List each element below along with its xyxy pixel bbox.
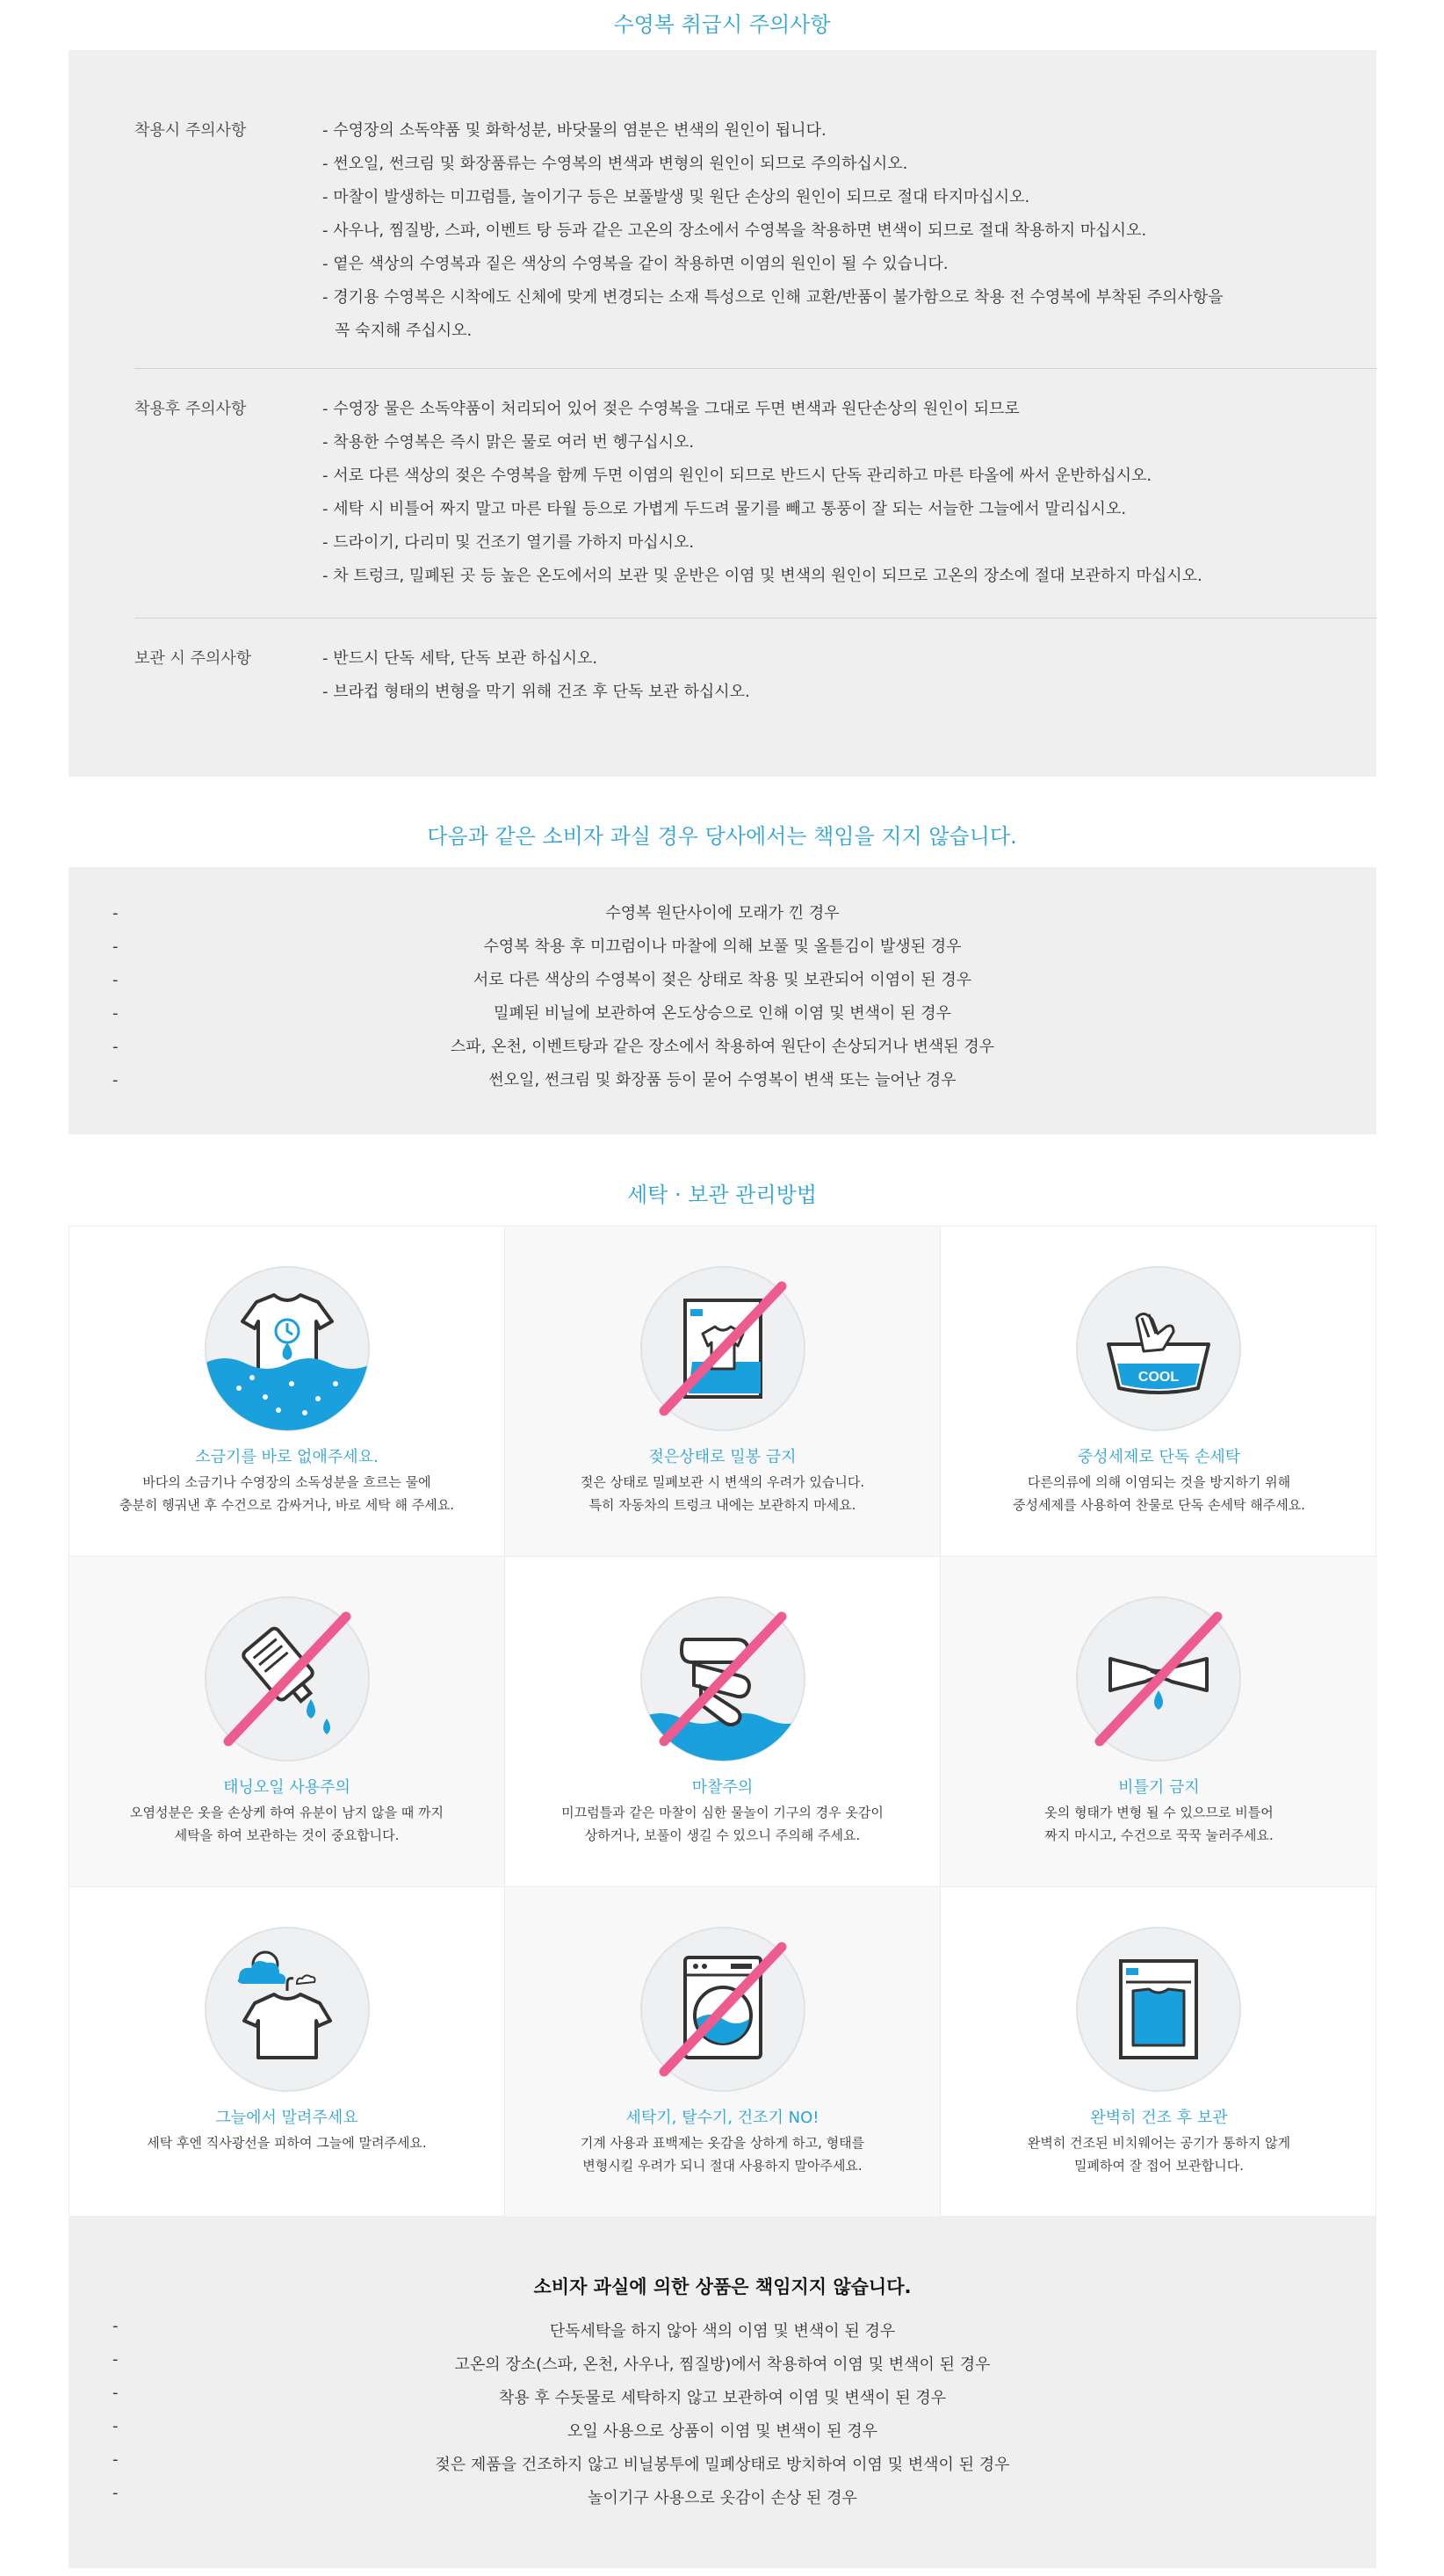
care-tip-desc	[69, 2131, 504, 2154]
divider	[134, 368, 1377, 369]
list-item-text: 수영복 착용 후 미끄럼이나 마찰에 의해 보풀 및 올튿김이 발생된 경우	[483, 937, 962, 956]
list-item-text: 젖은 제품을 건조하지 않고 비닐봉투에 밀폐상태로 방치하여 이염 및 변색이 된 경우	[435, 2456, 1010, 2474]
cool-label: COOL	[1137, 1370, 1180, 1385]
list-item	[69, 2482, 1376, 2515]
dash: -	[112, 2450, 119, 2469]
wring-banned-icon	[1075, 1596, 1242, 1762]
care-tip-title: 태닝오일 사용주의	[223, 1778, 350, 1797]
care-tip-desc-line: 바다의 소금기나 수영장의 소독성분을 흐르는 물에	[142, 1474, 431, 1490]
care-tip-title: 완벽히 건조 후 보관	[1090, 2109, 1228, 2127]
care-tip-desc-line: 밀폐하여 잘 접어 보관합니다.	[1074, 2158, 1244, 2174]
list-item	[69, 2348, 1376, 2382]
washer-dryer-banned-icon	[639, 1926, 806, 2093]
care-line: 꼭 숙지해 주십시오.	[335, 322, 473, 340]
list-item-text: 착용 후 수돗물로 세탁하지 않고 보관하여 이염 및 변색이 된 경우	[498, 2389, 947, 2407]
care-line: - 차 트렁크, 밀폐된 곳 등 높은 온도에서의 보관 및 운반은 이염 및 변색의 원인이 되므로 고온의 장소에 절대 보관하지 마십시오.	[322, 567, 1202, 585]
list-item-text: 스파, 온천, 이벤트탕과 같은 장소에서 착용하여 원단이 손상되거나 변색된 경우	[450, 1038, 995, 1056]
care-tip-card	[505, 1557, 941, 1887]
care-group-label: 보관 시 주의사항	[134, 649, 252, 668]
care-line: - 마찰이 발생하는 미끄럼틀, 놀이기구 등은 보풀발생 및 원단 손상의 원인이 되므로 절대 타지마십시오.	[322, 188, 1030, 206]
care-tip-card	[941, 1226, 1377, 1557]
care-line: - 착용한 수영복은 즉시 맑은 물로 여러 번 헹구십시오.	[322, 433, 695, 452]
list-item-text: 밀폐된 비닐에 보관하여 온도상승으로 인해 이염 및 변색이 된 경우	[494, 1004, 951, 1023]
tanning-oil-banned-icon	[204, 1596, 371, 1762]
care-tip-desc	[941, 1801, 1377, 1847]
list-item	[69, 1031, 1376, 1064]
consumer-fault-list	[69, 2315, 1376, 2515]
care-tip-desc	[505, 2131, 940, 2177]
care-group-label: 착용후 주의사항	[134, 400, 247, 418]
list-item	[69, 930, 1376, 964]
care-lines	[322, 642, 1315, 709]
dash: -	[112, 2317, 119, 2335]
care-group-label: 착용시 주의사항	[134, 121, 247, 140]
care-tip-card	[505, 1887, 941, 2217]
dash: -	[112, 1004, 119, 1023]
care-tip-title: 세탁기, 탈수기, 건조기 NO!	[625, 2109, 819, 2127]
care-line: - 옅은 색상의 수영복과 짙은 색상의 수영복을 같이 착용하면 이염의 원인이 될 수 있습니다.	[322, 255, 949, 273]
care-tip-desc-line: 충분히 헹궈낸 후 수건으로 감싸거나, 바로 세탁 해 주세요.	[119, 1497, 454, 1513]
list-item-text: 단독세탁을 하지 않아 색의 이염 및 변색이 된 경우	[549, 2322, 896, 2341]
dash: -	[112, 2350, 119, 2369]
dash: -	[112, 2417, 119, 2435]
disclaimer-panel	[69, 867, 1376, 1134]
care-lines	[322, 393, 1315, 593]
hand-wash-cool-icon	[1075, 1265, 1242, 1432]
friction-banned-icon	[639, 1596, 806, 1762]
care-line: - 썬오일, 썬크림 및 화장품류는 수영복의 변색과 변형의 원인이 되므로 주의하십시오.	[322, 155, 908, 173]
care-tip-desc-line: 짜지 마시고, 수건으로 꾹꾹 눌러주세요.	[1044, 1827, 1274, 1843]
care-precautions-panel	[69, 50, 1376, 777]
care-tip-title: 비틀기 금지	[1118, 1778, 1200, 1797]
care-lines	[322, 114, 1315, 348]
list-item	[69, 964, 1376, 997]
care-tip-desc-line: 상하거나, 보풀이 생길 수 있으니 주의해 주세요.	[584, 1827, 861, 1843]
dash: -	[112, 937, 119, 956]
washing-section-title: 세탁 · 보관 관리방법	[627, 1183, 817, 1207]
care-tip-title: 그늘에서 말려주세요	[215, 2109, 358, 2127]
care-tip-desc-line: 옷의 형태가 변형 될 수 있으므로 비틀어	[1044, 1805, 1274, 1820]
list-item	[69, 2449, 1376, 2482]
list-item-text: 서로 다른 색상의 수영복이 젖은 상태로 착용 및 보관되어 이염이 된 경우	[473, 971, 972, 989]
care-tip-desc	[505, 1801, 940, 1847]
dash: -	[112, 1071, 119, 1089]
divider	[134, 618, 1377, 619]
dry-storage-icon	[1075, 1926, 1242, 2093]
care-tip-desc-line: 세탁 후엔 직사광선을 피하여 그늘에 말려주세요.	[147, 2135, 427, 2151]
care-tip-desc-line: 기계 사용과 표백제는 옷감을 상하게 하고, 형태를	[580, 2135, 865, 2151]
dash: -	[112, 2384, 119, 2402]
care-tip-desc-line: 중성세제를 사용하여 찬물로 단독 손세탁 해주세요.	[1013, 1497, 1305, 1513]
care-tip-card	[941, 1887, 1377, 2217]
care-tip-desc-line: 다른의류에 의해 이염되는 것을 방지하기 위해	[1027, 1474, 1291, 1490]
care-tip-desc	[941, 1471, 1377, 1516]
care-tip-title: 중성세제로 단독 손세탁	[1077, 1448, 1241, 1466]
care-tip-title: 마찰주의	[691, 1778, 754, 1797]
list-item	[69, 897, 1376, 930]
consumer-fault-title: 소비자 과실에 의한 상품은 책임지지 않습니다.	[533, 2276, 912, 2297]
dash: -	[112, 971, 119, 989]
tshirt-wave-icon	[204, 1265, 371, 1432]
list-item	[69, 2415, 1376, 2449]
list-item-text: 오일 사용으로 상품이 이염 및 변색이 된 경우	[567, 2422, 878, 2441]
care-line: - 사우나, 찜질방, 스파, 이벤트 탕 등과 같은 고온의 장소에서 수영복을 착용하면 변색이 되므로 절대 착용하지 마십시오.	[322, 221, 1147, 240]
care-section-title: 수영복 취급시 주의사항	[613, 12, 831, 37]
list-item	[69, 2315, 1376, 2348]
disclaimer-section-title: 다음과 같은 소비자 과실 경우 당사에서는 책임을 지지 않습니다.	[427, 824, 1017, 849]
care-tip-desc	[941, 2131, 1377, 2177]
care-tip-card	[941, 1557, 1377, 1887]
care-line: - 세탁 시 비틀어 짜지 말고 마른 타월 등으로 가볍게 두드려 물기를 빼고 통풍이 잘 되는 서늘한 그늘에서 말리십시오.	[322, 500, 1127, 518]
care-tip-title: 젖은상태로 밀봉 금지	[648, 1448, 797, 1466]
care-tip-desc-line: 완벽히 건조된 비치웨어는 공기가 통하지 않게	[1027, 2135, 1291, 2151]
care-line: - 브라컵 형태의 변형을 막기 위해 건조 후 단독 보관 하십시오.	[322, 683, 750, 701]
care-tip-card	[69, 1887, 505, 2217]
care-tip-desc	[505, 1471, 940, 1516]
care-line: - 수영장 물은 소독약품이 처리되어 있어 젖은 수영복을 그대로 두면 변색과 원단손상의 원인이 되므로	[322, 400, 1020, 418]
care-tip-desc-line: 특히 자동차의 트렁크 내에는 보관하지 마세요.	[588, 1497, 856, 1513]
care-tip-card	[505, 1226, 941, 1557]
care-tip-desc	[69, 1801, 504, 1847]
list-item	[69, 997, 1376, 1031]
consumer-fault-panel	[69, 2217, 1376, 2568]
list-item-text: 수영복 원단사이에 모래가 낀 경우	[605, 904, 840, 923]
care-tip-card	[69, 1557, 505, 1887]
care-tip-desc	[69, 1471, 504, 1516]
washing-box-banned-icon	[639, 1265, 806, 1432]
care-tip-desc-line: 오염성분은 옷을 손상케 하여 유분이 남지 않을 때 까지	[130, 1805, 444, 1820]
list-item-text: 놀이기구 사용으로 옷감이 손상 된 경우	[588, 2489, 857, 2507]
care-tip-card	[69, 1226, 505, 1557]
list-item-text: 고온의 장소(스파, 온천, 사우나, 찜질방)에서 착용하여 이염 및 변색이 된 경우	[454, 2355, 991, 2374]
care-line: - 반드시 단독 세탁, 단독 보관 하십시오.	[322, 649, 598, 668]
care-line: - 경기용 수영복은 시착에도 신체에 맞게 변경되는 소재 특성으로 인해 교환/반품이 불가함으로 착용 전 수영복에 부착된 주의사항을	[322, 288, 1224, 307]
list-item	[69, 1064, 1376, 1097]
care-tip-desc-line: 미끄럼틀과 같은 마찰이 심한 물놀이 기구의 경우 옷감이	[561, 1805, 884, 1820]
care-tip-desc-line: 변형시킬 우려가 되니 절대 사용하지 말아주세요.	[582, 2158, 863, 2174]
disclaimer-list	[69, 897, 1376, 1097]
care-tip-title: 소금기를 바로 없애주세요.	[195, 1448, 379, 1466]
shade-dry-icon	[204, 1926, 371, 2093]
care-icon-grid	[69, 1226, 1376, 2217]
care-tip-desc-line: 세탁을 하여 보관하는 것이 중요합니다.	[174, 1827, 400, 1843]
care-line: - 수영장의 소독약품 및 화학성분, 바닷물의 염분은 변색의 원인이 됩니다.	[322, 121, 827, 140]
list-item	[69, 2382, 1376, 2415]
care-tip-desc-line: 젖은 상태로 밀폐보관 시 변색의 우려가 있습니다.	[580, 1474, 865, 1490]
dash: -	[112, 904, 119, 923]
dash: -	[112, 2484, 119, 2502]
list-item-text: 썬오일, 썬크림 및 화장품 등이 묻어 수영복이 변색 또는 늘어난 경우	[488, 1071, 957, 1089]
care-line: - 드라이기, 다리미 및 건조기 열기를 가하지 마십시오.	[322, 533, 695, 552]
dash: -	[112, 1038, 119, 1056]
care-line: - 서로 다른 색상의 젖은 수영복을 함께 두면 이염의 원인이 되므로 반드시 단독 관리하고 마른 타올에 싸서 운반하십시오.	[322, 467, 1152, 485]
